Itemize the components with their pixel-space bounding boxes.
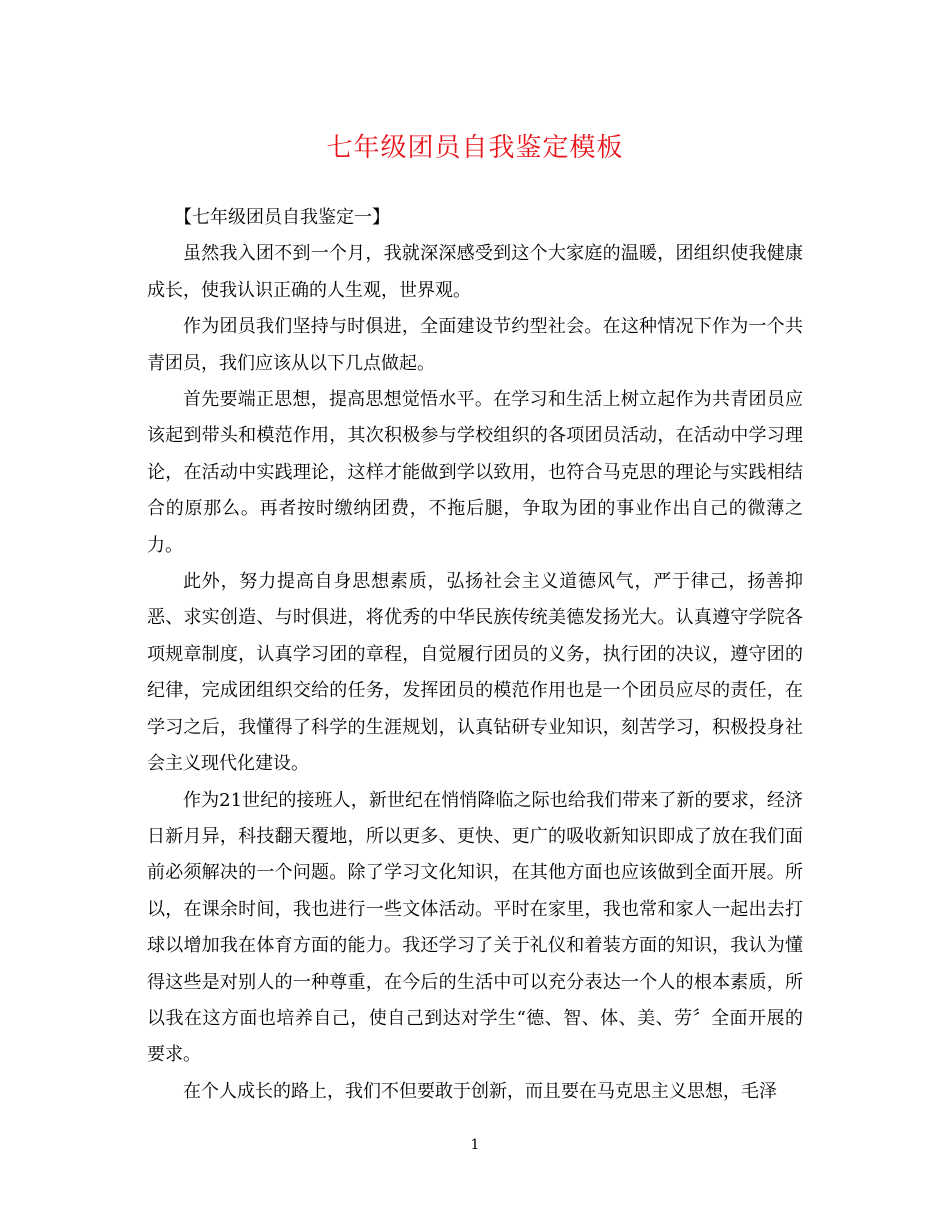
document-title: 七年级团员自我鉴定模板 bbox=[326, 133, 624, 163]
section-heading: 【七年级团员自我鉴定一】 bbox=[174, 207, 390, 228]
paragraph: 作为团员我们坚持与时俱进，全面建设节约型社会。在这种情况下作为一个共青团员，我们应该从以下几点做起。 bbox=[147, 316, 803, 374]
page-number: 1 bbox=[470, 1137, 480, 1153]
document-body bbox=[147, 200, 803, 1110]
paragraph: 在个人成长的路上，我们不但要敢于创新，而且要在马克思主义思想，毛泽 bbox=[183, 1080, 777, 1102]
paragraph: 虽然我入团不到一个月，我就深深感受到这个大家庭的温暖，团组织使我健康成长，使我认识正确的人生观，世界观。 bbox=[147, 243, 803, 301]
paragraph: 作为21世纪的接班人，新世纪在悄悄降临之际也给我们带来了新的要求，经济日新月异，科技翻天覆地，所以更多、更快、更广的吸收新知识即成了放在我们面前必须解决的一个问题。除了学习文化知识，在其他方面也应该做到全面开展。所以，在课余时间，我也进行一些文体活动。平时在家里，我也常和家人一起出去打球以增加我在体育方面的能力。我还学习了关于礼仪和着装方面的知识，我认为懂得这些是对别人的一种尊重，在今后的生活中可以充分表达一个人的根本素质，所以我在这方面也培养自己，使自己到达对学生“德、智、体、美、劳〞全面开展的要求。 bbox=[147, 789, 803, 1066]
paragraph: 首先要端正思想，提高思想觉悟水平。在学习和生活上树立起作为共青团员应该起到带头和模范作用，其次积极参与学校组织的各项团员活动，在活动中学习理论，在活动中实践理论，这样才能做到学以致用，也符合马克思的理论与实践相结合的原那么。再者按时缴纳团费，不拖后腿，争取为团的事业作出自己的微薄之力。 bbox=[147, 389, 803, 556]
paragraph: 此外，努力提高自身思想素质，弘扬社会主义道德风气，严于律己，扬善抑恶、求实创造、与时俱进，将优秀的中华民族传统美德发扬光大。认真遵守学院各项规章制度，认真学习团的章程，自觉履行团员的义务，执行团的决议，遵守团的纪律，完成团组织交给的任务，发挥团员的模范作用也是一个团员应尽的责任，在学习之后，我懂得了科学的生涯规划，认真钻研专业知识，刻苦学习，积极投身社会主义现代化建设。 bbox=[147, 571, 803, 775]
